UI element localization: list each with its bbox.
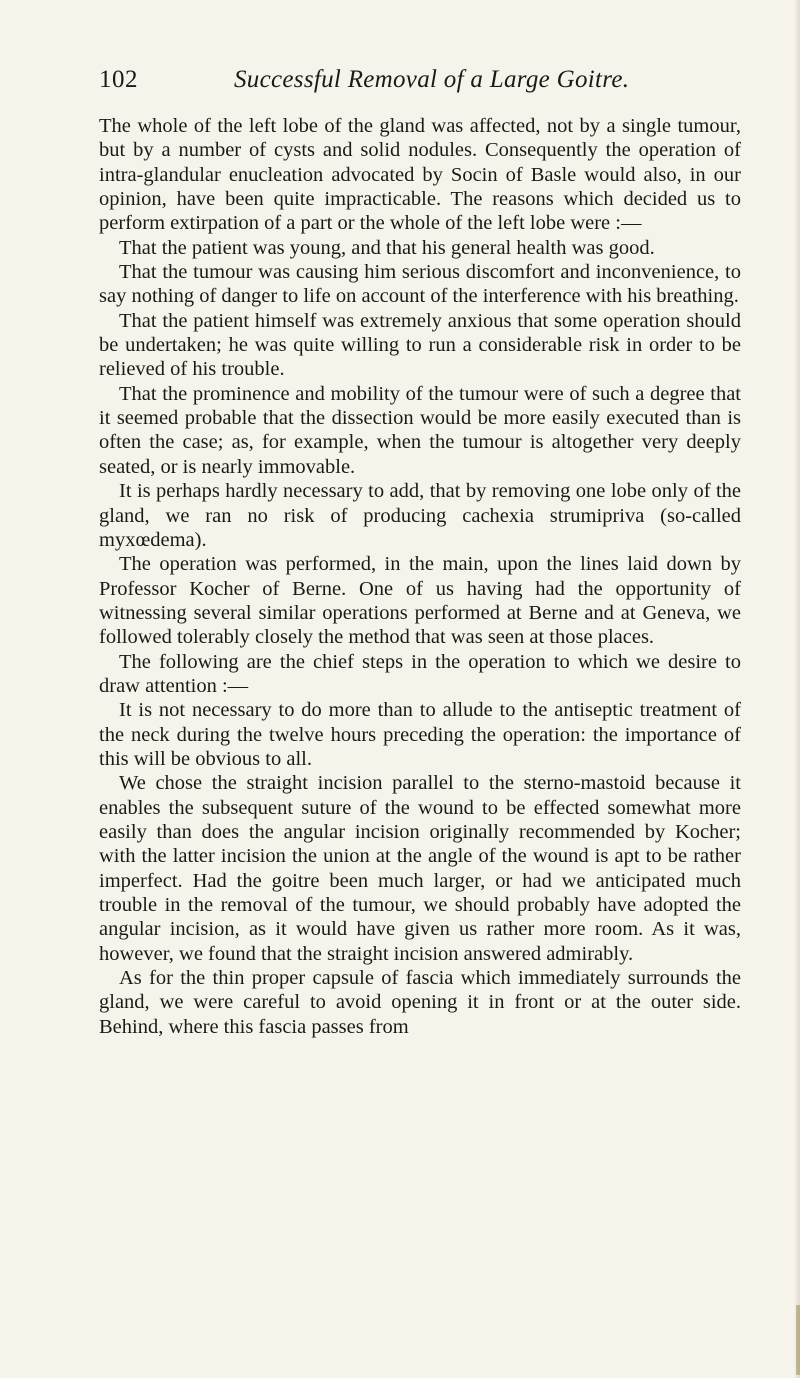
paragraph: The whole of the left lobe of the gland was affected, not by a single tumour, but by a number of cysts and solid nodules. Consequently the operation of intra-glandular enucleation advocated by Socin of Basle would also, in our opinion, have been quite impracticable. The reasons which decided us to perform extirpation of a part or the whole of the left lobe were :—: [99, 115, 741, 235]
paragraph: That the patient was young, and that his general health was good.: [119, 236, 655, 259]
running-title: Successful Removal of a Large Goitre.: [234, 66, 630, 93]
paragraph: We chose the straight incision parallel to the sterno-mastoid because it enables the subsequent suture of the wound to be effected somewhat more easily than does the angular incision originally recommended by Kocher; with the latter incision the union at the angle of the wound is apt to be rather imperfect. Had the goitre been much larger, or had we anticipated much trouble in the removal of the tumour, we should probably have adopted the angular incision, as it would have given us rather more room. As it was, however, we found that the straight incision answered admirably.: [99, 772, 741, 965]
paragraph: The operation was performed, in the main, upon the lines laid down by Professor Kocher of Berne. One of us having had the opportunity of witnessing several similar operations performed at Berne and at Geneva, we followed tolerably closely the method that was seen at those places.: [99, 553, 741, 649]
paragraph: It is perhaps hardly necessary to add, that by removing one lobe only of the gland, we ran no risk of producing cachexia strumipriva (so-called myxœdema).: [99, 480, 741, 551]
paragraph: The following are the chief steps in the operation to which we desire to draw attention :—: [99, 650, 741, 697]
paragraph: That the patient himself was extremely anxious that some operation should be undertaken; he was quite willing to run a considerable risk in order to be relieved of his trouble.: [99, 309, 741, 381]
page-number: 102: [99, 66, 138, 93]
paragraph: As for the thin proper capsule of fascia which immediately surrounds the gland, we were careful to avoid opening it in front or at the outer side. Behind, where this fascia passes from: [99, 967, 741, 1038]
body-text: [99, 114, 741, 1039]
paragraph: That the tumour was causing him serious discomfort and inconvenience, to say nothing of danger to life on account of the interference with his breathing.: [99, 261, 741, 308]
page-edge-mark: [796, 1305, 800, 1375]
paragraph: That the prominence and mobility of the tumour were of such a degree that it seemed probable that the dissection would be more easily executed than is often the case; as, for example, when the tumour is altogether very deeply seated, or is nearly immovable.: [99, 382, 741, 478]
page-header: [99, 66, 739, 106]
page-edge-shadow: [794, 0, 800, 1378]
paragraph: It is not necessary to do more than to allude to the antiseptic treatment of the neck during the twelve hours preceding the operation: the importance of this will be obvious to all.: [99, 699, 741, 770]
